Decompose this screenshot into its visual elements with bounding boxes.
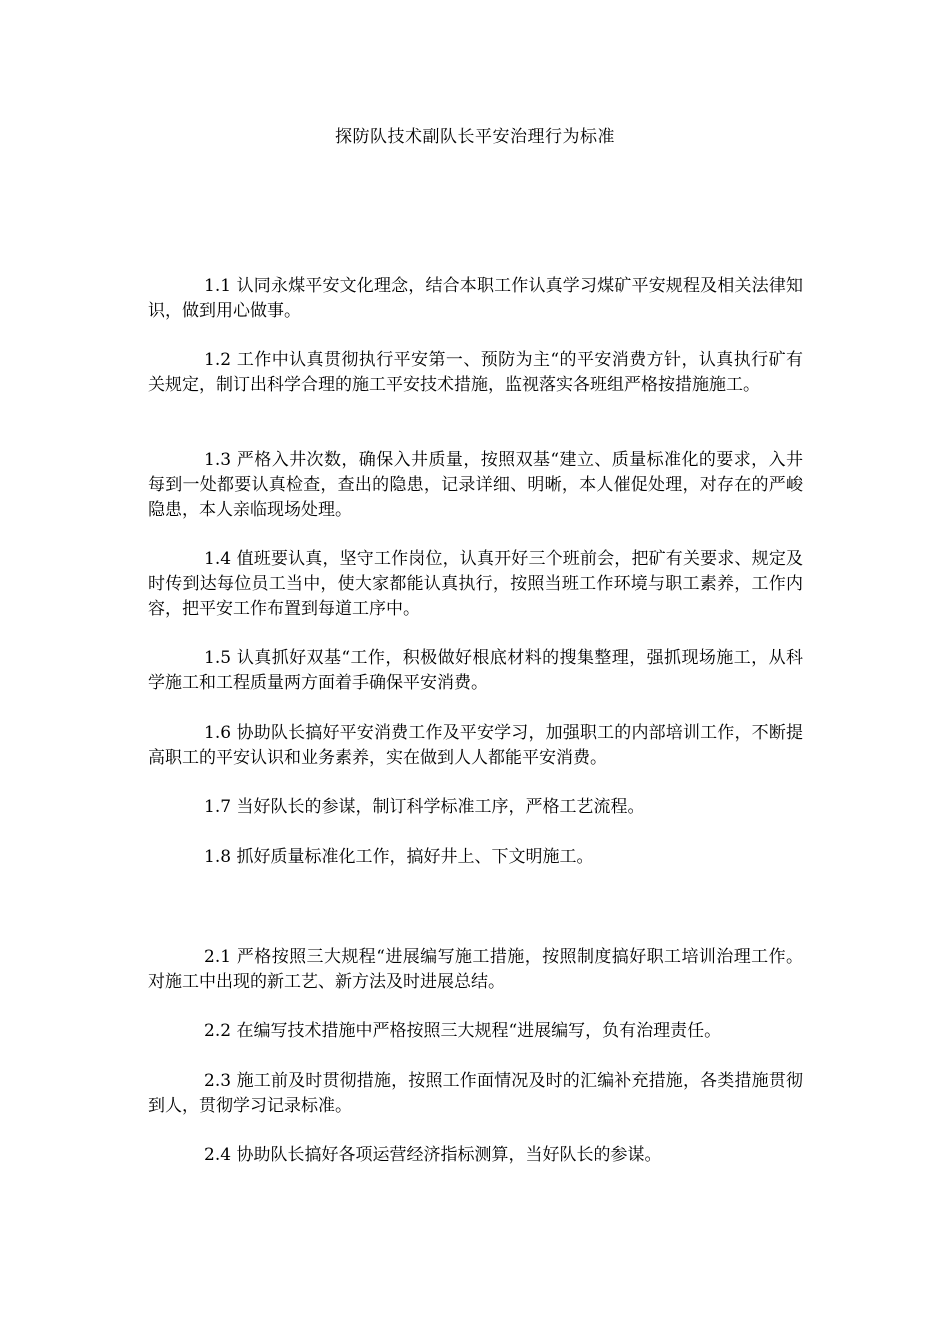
paragraph-1-6: 1.6 协助队长搞好平安消费工作及平安学习，加强职工的内部培训工作，不断提高职工的平安认识和业务素养，实在做到人人都能平安消费。 <box>148 723 803 768</box>
paragraph-2-2: 2.2 在编写技术措施中严格按照三大规程“进展编写，负有治理责任。 <box>204 1021 722 1041</box>
paragraph-2-3: 2.3 施工前及时贯彻措施，按照工作面情况及时的汇编补充措施，各类措施贯彻到人，贯彻学习记录标准。 <box>148 1071 803 1116</box>
document-title: 探防队技术副队长平安治理行为标准 <box>335 127 615 147</box>
paragraph-1-2: 1.2 工作中认真贯彻执行平安第一、预防为主“的平安消费方针，认真执行矿有关规定，制订出科学合理的施工平安技术措施，监视落实各班组严格按措施施工。 <box>148 350 803 395</box>
paragraph-1-5: 1.5 认真抓好双基“工作，积极做好根底材料的搜集整理，强抓现场施工，从科学施工和工程质量两方面着手确保平安消费。 <box>148 648 803 693</box>
paragraph-1-3: 1.3 严格入井次数，确保入井质量，按照双基“建立、质量标准化的要求，入井每到一处都要认真检查，查出的隐患，记录详细、明晰，本人催促处理，对存在的严峻隐患，本人亲临现场处理。 <box>148 450 803 520</box>
paragraph-1-4: 1.4 值班要认真，坚守工作岗位，认真开好三个班前会，把矿有关要求、规定及时传到达每位员工当中，使大家都能认真执行，按照当班工作环境与职工素养，工作内容，把平安工作布置到每道工序中。 <box>148 549 803 619</box>
paragraph-2-4: 2.4 协助队长搞好各项运营经济指标测算，当好队长的参谋。 <box>204 1145 662 1165</box>
paragraph-1-8: 1.8 抓好质量标准化工作，搞好井上、下文明施工。 <box>204 847 594 867</box>
paragraph-2-1: 2.1 严格按照三大规程“进展编写施工措施，按照制度搞好职工培训治理工作。对施工中出现的新工艺、新方法及时进展总结。 <box>148 947 803 992</box>
paragraph-1-7: 1.7 当好队长的参谋，制订科学标准工序，严格工艺流程。 <box>204 797 645 817</box>
paragraph-1-1: 1.1 认同永煤平安文化理念，结合本职工作认真学习煤矿平安规程及相关法律知识，做到用心做事。 <box>148 276 803 321</box>
